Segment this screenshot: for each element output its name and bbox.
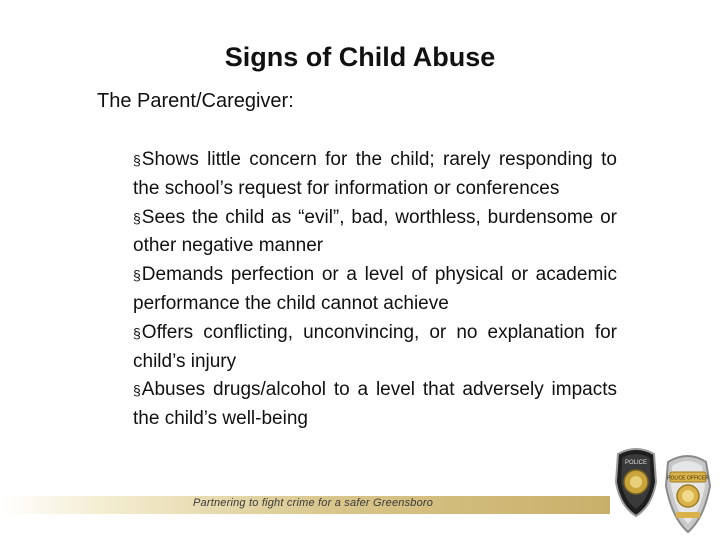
slide-subtitle: The Parent/Caregiver: — [97, 90, 294, 112]
police-badges-graphic — [606, 440, 720, 540]
bullet-marker: § — [133, 382, 141, 399]
badge-left-text: POLICE — [624, 460, 648, 466]
bullet-item — [133, 376, 617, 434]
bullet-item — [133, 261, 617, 319]
bullet-list — [133, 146, 617, 434]
footer-tagline: Partnering to fight crime for a safer Greensboro — [193, 497, 434, 509]
bullet-marker: § — [133, 267, 141, 284]
bullet-marker: § — [133, 209, 141, 226]
badge-right-text: POLICE OFFICER — [667, 475, 709, 482]
bullet-item — [133, 319, 617, 377]
bullet-marker: § — [133, 152, 141, 168]
police-shield-icon — [616, 449, 656, 516]
bullet-text: Sees the child as “evil”, bad, worthless, burdensome or other negative manner — [133, 206, 617, 257]
bullet-text: Offers conflicting, unconvincing, or no explanation for child’s injury — [133, 321, 617, 372]
bullet-item — [133, 146, 617, 204]
police-badges — [606, 440, 720, 540]
slide-title: Signs of Child Abuse — [224, 42, 496, 72]
bullet-item — [133, 204, 617, 262]
bullet-marker: § — [133, 324, 141, 341]
bullet-text: Abuses drugs/alcohol to a level that adversely impacts the child’s well-being — [133, 379, 617, 430]
officer-badge-icon — [666, 456, 710, 532]
bullet-text: Demands perfection or a level of physical or academic performance the child cannot achieve — [133, 264, 617, 314]
bullet-text: Shows little concern for the child; rarely responding to the school’s request for information or conferences — [133, 149, 617, 199]
